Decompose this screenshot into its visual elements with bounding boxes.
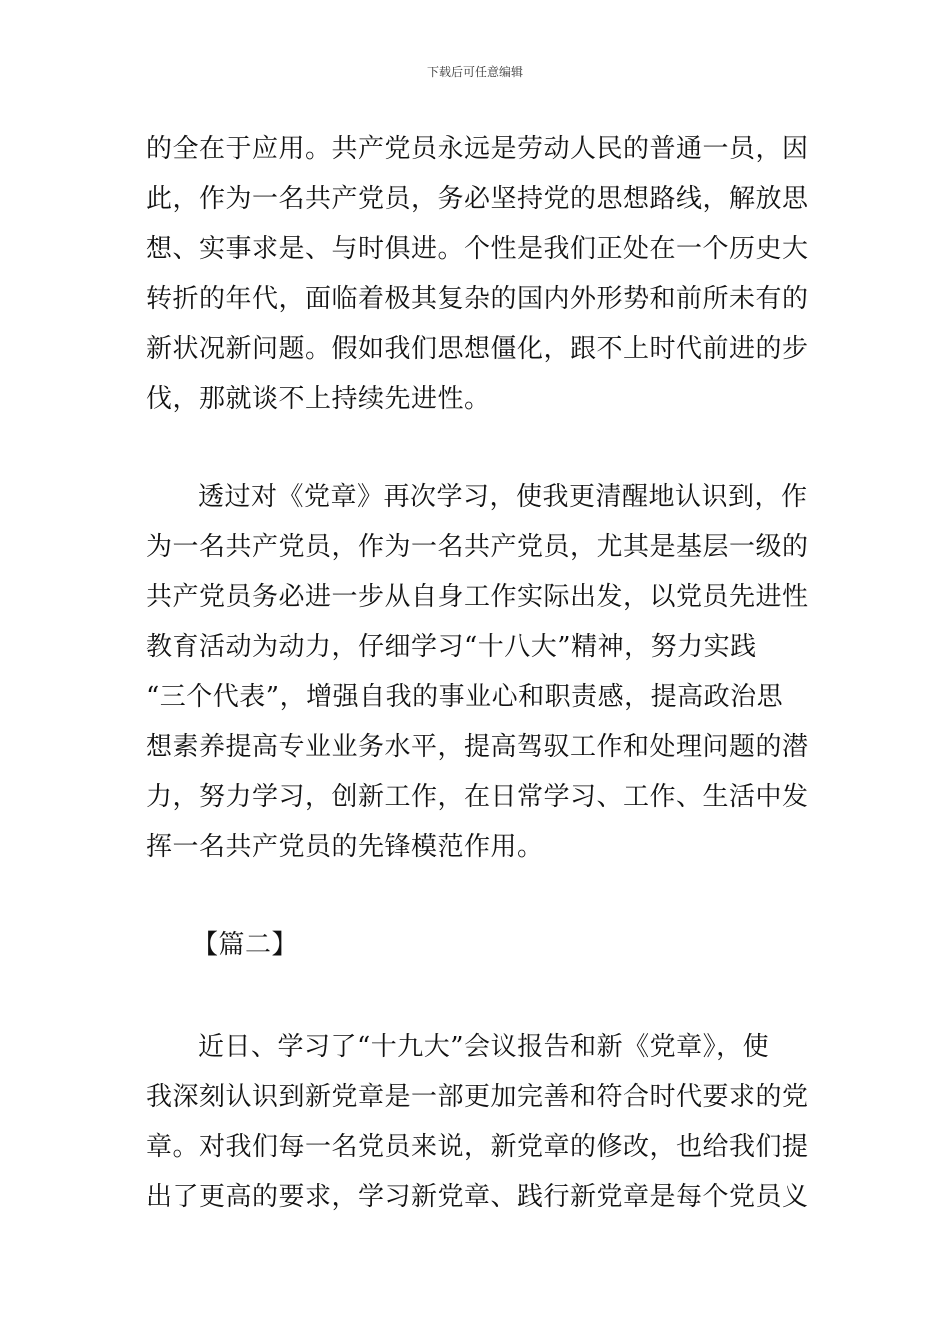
paragraph-line: 章。对我们每一名党员来说，新党章的修改，也给我们提 — [146, 1132, 809, 1162]
paragraph-line: 此，作为一名共产党员，务必坚持党的思想路线，解放思 — [146, 184, 809, 214]
paragraph-line: 教育活动为动力，仔细学习“十八大”精神，努力实践 — [146, 632, 757, 662]
paragraph-line: 转折的年代，面临着极其复杂的国内外形势和前所未有的 — [146, 284, 809, 314]
paragraph-line: “三个代表”，增强自我的事业心和职责感，提高政治思 — [146, 682, 784, 712]
paragraph-line: 挥一名共产党员的先锋模范作用。 — [146, 832, 544, 862]
paragraph-line: 想、实事求是、与时俱进。个性是我们正处在一个历史大 — [146, 234, 809, 264]
page-header: 下载后可任意编辑 — [426, 65, 523, 79]
paragraph-line: 的全在于应用。共产党员永远是劳动人民的普通一员，因 — [146, 134, 809, 164]
paragraph-line: 共产党员务必进一步从自身工作实际出发，以党员先进性 — [146, 582, 809, 612]
section-heading: 【篇二】 — [192, 930, 299, 960]
paragraph-line: 为一名共产党员，作为一名共产党员，尤其是基层一级的 — [146, 532, 809, 562]
paragraph-line: 透过对《党章》再次学习，使我更清醒地认识到，作 — [198, 482, 808, 512]
paragraph-line: 近日、学习了“十九大”会议报告和新《党章》，使 — [198, 1032, 770, 1062]
paragraph-line: 想素养提高专业业务水平，提高驾驭工作和处理问题的潜 — [146, 732, 809, 762]
paragraph-line: 新状况新问题。假如我们思想僵化，跟不上时代前进的步 — [146, 334, 809, 364]
paragraph-line: 力，努力学习，创新工作，在日常学习、工作、生活中发 — [146, 782, 809, 812]
paragraph-line: 出了更高的要求，学习新党章、践行新党章是每个党员义 — [146, 1182, 809, 1212]
paragraph-line: 伐，那就谈不上持续先进性。 — [146, 384, 491, 414]
paragraph-line: 我深刻认识到新党章是一部更加完善和符合时代要求的党 — [146, 1082, 809, 1112]
